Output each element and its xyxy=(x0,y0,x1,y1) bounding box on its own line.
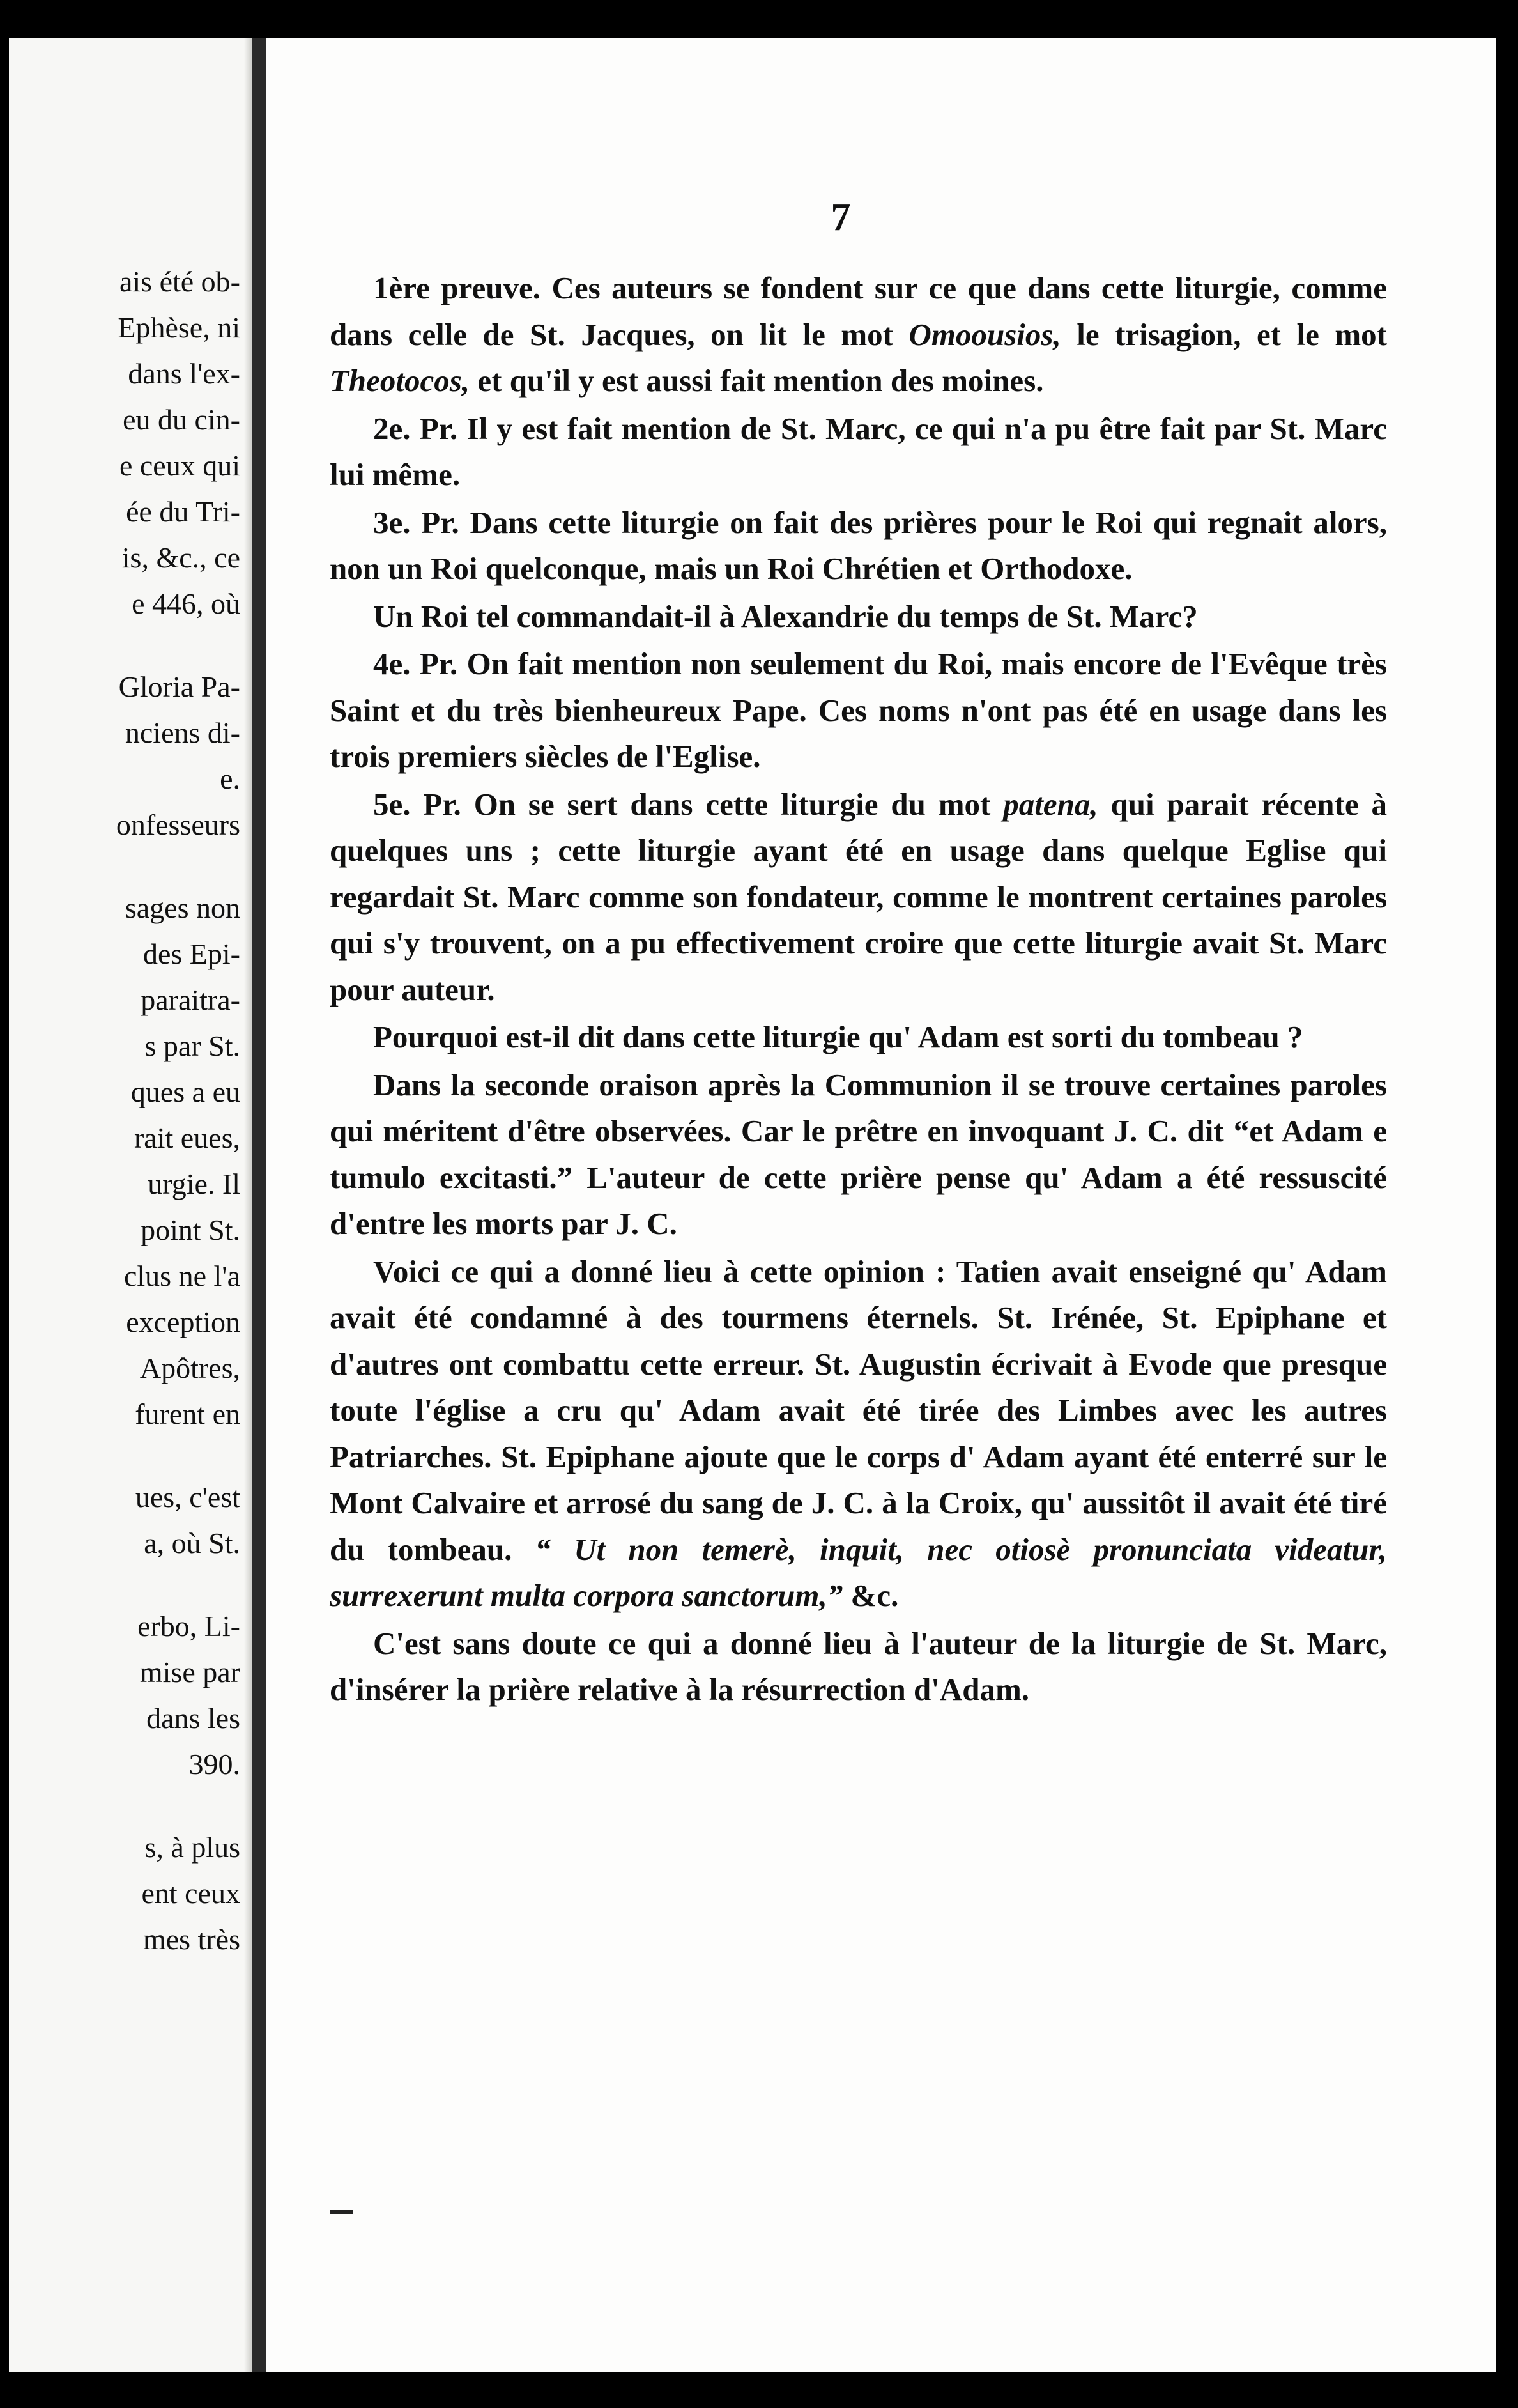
left-page-line: mes très xyxy=(142,1923,240,1956)
left-page-fragment xyxy=(9,38,252,2372)
paragraph-text: &c. xyxy=(850,1578,899,1613)
left-page-line: Ephèse, ni xyxy=(118,311,240,344)
paragraph-text: C'est sans doute ce qui a donné lieu à l'auteur de la liturgie de St. Marc, d'insérer la prière relative à la résurrection d'Adam. xyxy=(330,1625,1387,1707)
paragraph-conclusion xyxy=(330,1621,1387,1713)
paragraph-fifth-proof xyxy=(330,782,1387,1014)
paragraph-first-proof xyxy=(330,265,1387,405)
paragraph-text: Pourquoi est-il dit dans cette liturgie qu' Adam est sorti du tombeau ? xyxy=(373,1019,1303,1054)
proof-label: 3e. Pr. xyxy=(373,504,459,540)
paragraph-second-proof xyxy=(330,406,1387,498)
left-page-line: nciens di- xyxy=(125,716,240,749)
left-page-line: ues, c'est xyxy=(135,1481,240,1513)
left-page-line: exception xyxy=(126,1306,240,1338)
left-page-line: dans les xyxy=(146,1702,240,1734)
proof-label: 1ère preuve. xyxy=(373,270,540,305)
right-page xyxy=(266,38,1496,2372)
left-page-line: e. xyxy=(220,762,240,795)
left-page-line: Gloria Pa- xyxy=(118,670,240,703)
italic-term: patena, xyxy=(1003,786,1098,822)
paragraph-fourth-proof xyxy=(330,641,1387,780)
end-mark xyxy=(330,2210,353,2214)
left-page-line: point St. xyxy=(141,1214,240,1246)
proof-label: 4e. Pr. xyxy=(373,646,458,681)
left-page-line: mise par xyxy=(139,1656,240,1688)
left-page-line: ent ceux xyxy=(141,1877,240,1910)
proof-label: 2e. Pr. xyxy=(373,410,458,446)
left-page-line: ques a eu xyxy=(130,1076,240,1108)
italic-term: Omoousios, xyxy=(908,316,1061,352)
left-page-line: eu du cin- xyxy=(123,403,240,436)
italic-term: Theotocos, xyxy=(330,363,470,398)
paragraph-text: Dans cette liturgie on fait des prières pour le Roi qui regnait alors, non un Roi quelconque, mais un Roi Chrétien et Orthodoxe. xyxy=(330,504,1388,586)
paragraph-text: Un Roi tel commandait-il à Alexandrie du temps de St. Marc? xyxy=(373,598,1198,634)
left-page-line: e ceux qui xyxy=(119,449,240,482)
left-page-line: erbo, Li- xyxy=(137,1610,240,1642)
paragraph-question-king xyxy=(330,594,1387,640)
left-page-gap xyxy=(10,1437,240,1474)
paragraph-text: qui parait récente à quelques uns ; cette liturgie ayant été en usage dans quelque Eglise qui regardait St. Marc comme son fondateur, comme le montrent certaines paroles qui s'y trouvent, on a pu effectivement croire que cette liturgie avait St. Marc pour auteur. xyxy=(330,786,1387,1007)
left-page-line: sages non xyxy=(125,891,240,924)
left-page-line: is, &c., ce xyxy=(121,541,240,574)
left-page-line: ée du Tri- xyxy=(126,495,240,528)
paragraph-third-proof xyxy=(330,500,1387,592)
left-page-line: s par St. xyxy=(144,1030,240,1062)
book-gutter xyxy=(252,38,266,2372)
paragraph-text: et qu'il y est aussi fait mention des moines. xyxy=(477,363,1044,398)
paragraph-question-adam xyxy=(330,1014,1387,1061)
left-page-gap xyxy=(10,1566,240,1603)
left-page-line: e 446, où xyxy=(132,587,240,620)
left-page-text-lines xyxy=(10,259,240,1963)
scan-border-left xyxy=(0,0,9,2408)
paragraph-communion-prayer xyxy=(330,1062,1387,1247)
scan-border-bottom xyxy=(0,2372,1518,2408)
left-page-line: paraitra- xyxy=(141,984,240,1016)
paragraph-text: Il y est fait mention de St. Marc, ce qui n'a pu être fait par St. Marc lui même. xyxy=(330,410,1388,492)
left-page-line: onfesseurs xyxy=(116,808,240,841)
left-page-line: rait eues, xyxy=(134,1122,240,1154)
left-page-gap xyxy=(10,1787,240,1825)
paragraph-text: le trisagion, et le mot xyxy=(1077,316,1387,352)
scan-border-right xyxy=(1496,0,1518,2408)
paragraph-text: Voici ce qui a donné lieu à cette opinion : Tatien avait enseigné qu' Adam avait été condamné à des tourmens éternels. St. Irénée, St. Epiphane et d'autres ont combattu cette erreur. St. Augustin écrivait à Evode que presque toute l'église a cru qu' Adam avait été tirée des Limbes avec les autres Patriarches. St. Epiphane ajoute que le corps d' Adam ayant été enterré sur le Mont Calvaire et arrosé du sang de J. C. à la Croix, qu' aussitôt il avait été tiré du tombeau. xyxy=(330,1253,1387,1567)
page-edge-shadow xyxy=(244,38,252,2372)
left-page-line: dans l'ex- xyxy=(128,357,240,390)
left-page-line: 390. xyxy=(188,1748,240,1780)
left-page-gap xyxy=(10,627,240,664)
body-text xyxy=(330,265,1387,1713)
left-page-line: ais été ob- xyxy=(119,265,240,298)
proof-label: 5e. Pr. xyxy=(373,786,461,822)
left-page-gap xyxy=(10,848,240,885)
page-number: 7 xyxy=(831,196,851,239)
left-page-line: clus ne l'a xyxy=(123,1260,240,1292)
paragraph-origin-opinion xyxy=(330,1249,1387,1619)
left-page-line: des Epi- xyxy=(142,938,240,970)
paragraph-text: Ces auteurs se fondent sur ce que dans cette liturgie, comme dans celle de St. Jacques, on lit le mot xyxy=(330,270,1388,352)
paragraph-text: On se sert dans cette liturgie du mot xyxy=(473,786,991,822)
left-page-line: s, à plus xyxy=(144,1831,240,1864)
italic-quote: “ Ut non temerè, inquit, nec otiosè pronunciata videatur, surrexerunt multa corpora sanctorum,” xyxy=(330,1531,1388,1613)
left-page-line: furent en xyxy=(135,1398,240,1430)
paragraph-text: On fait mention non seulement du Roi, mais encore de l'Evêque très Saint et du très bienheureux Pape. Ces noms n'ont pas été en usage dans les trois premiers siècles de l'Eglise. xyxy=(330,646,1387,774)
left-page-line: Apôtres, xyxy=(139,1352,240,1384)
scan-border-top xyxy=(0,0,1518,38)
left-page-line: urgie. Il xyxy=(148,1168,240,1200)
paragraph-text: Dans la seconde oraison après la Communion il se trouve certaines paroles qui méritent d'être observées. Car le prêtre en invoquant J. C. dit “et Adam e tumulo excitasti.” L'auteur de cette prière pense qu' Adam a été ressuscité d'entre les morts par J. C. xyxy=(330,1067,1387,1241)
left-page-line: a, où St. xyxy=(144,1527,240,1559)
